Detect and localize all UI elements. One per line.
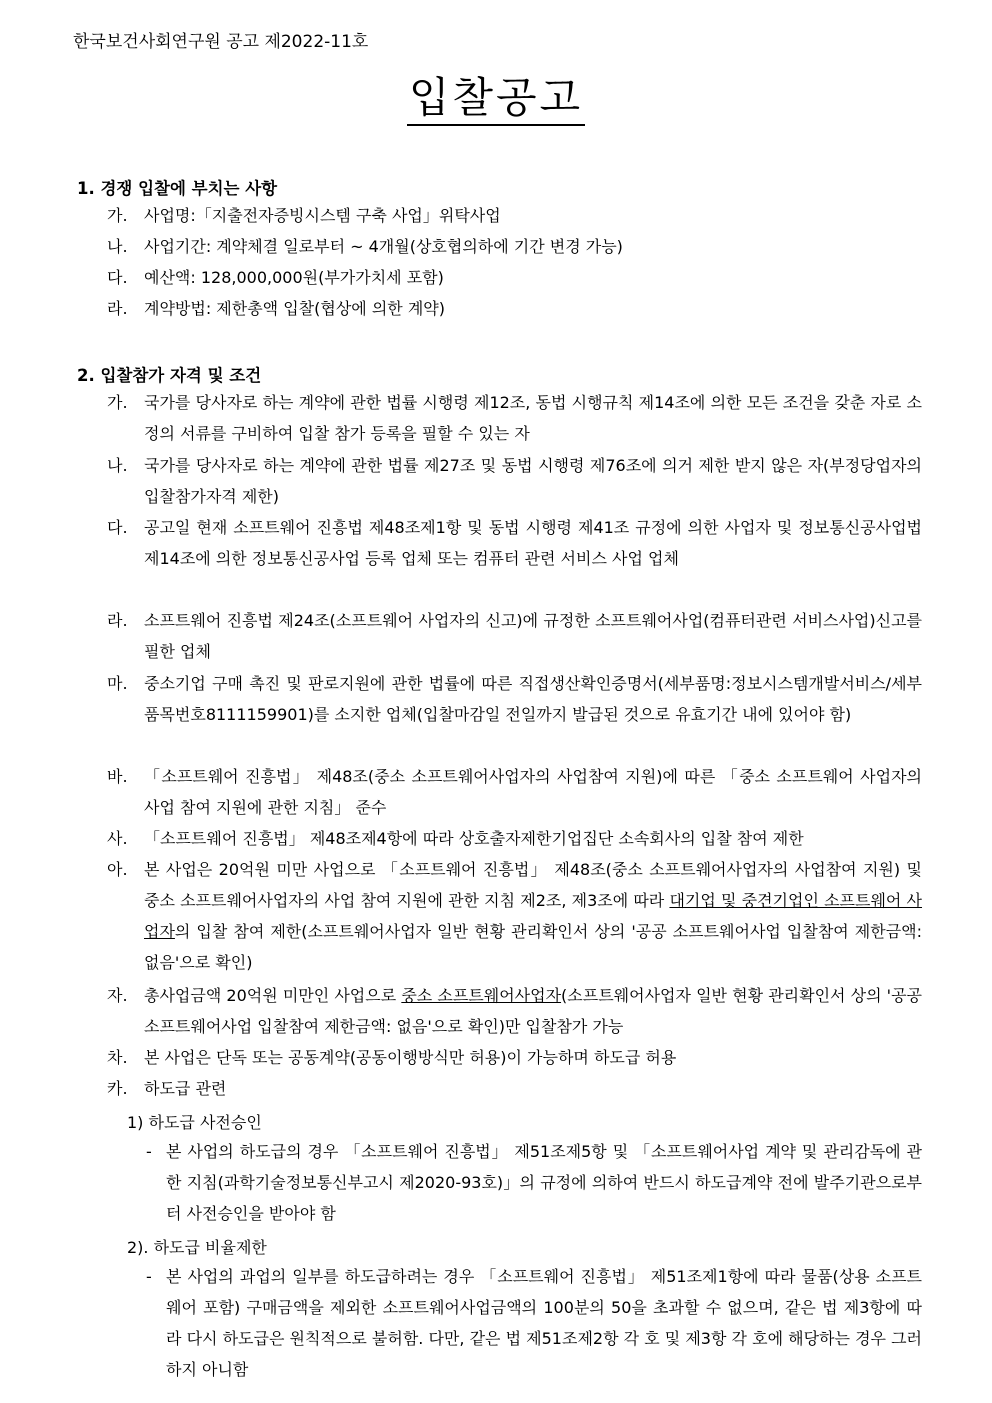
item-text-pre: 본 사업은 20억원 미만 사업으로 「소프트웨어 진흥법」 제48조(중소 소프트웨어사업자의 사업참여 지원) 및 중소 소프트웨어사업자의 사업 참여 지원에 관한 지침 제2조, 제3조에 따라 <box>144 860 922 910</box>
item-text: 계약방법: 제한총액 입찰(협상에 의한 계약) <box>144 299 445 318</box>
item-text: 예산액: 128,000,000원(부가가치세 포함) <box>144 268 444 287</box>
section-2-item <box>107 387 922 449</box>
section-2-item <box>107 761 922 823</box>
item-marker: 나. <box>107 456 128 475</box>
section-2-item <box>107 450 922 512</box>
notice-number: 한국보건사회연구원 공고 제2022-11호 <box>73 32 369 52</box>
item-marker: 다. <box>107 518 128 537</box>
item-marker: 카. <box>107 1079 128 1098</box>
section-1-item <box>107 262 922 293</box>
section-1-item <box>107 231 922 262</box>
item-text-post: 의 입찰 참여 제한(소프트웨어사업자 일반 현황 관리확인서 상의 '공공 소프트웨어사업 입찰참여 제한금액: 없음'으로 확인) <box>144 922 922 972</box>
item-text: 「소프트웨어 진흥법」 제48조(중소 소프트웨어사업자의 사업참여 지원)에 따른 「중소 소프트웨어 사업자의 사업 참여 지원에 관한 지침」 준수 <box>144 767 922 817</box>
section-1-item <box>107 200 922 231</box>
section-2-item <box>107 980 922 1042</box>
underlined-text: 중소 소프트웨어사업자 <box>401 986 562 1005</box>
item-text <box>144 854 922 978</box>
section-2-item <box>107 823 922 854</box>
item-marker: 마. <box>107 674 128 693</box>
item-marker: 아. <box>107 860 128 879</box>
item-text: 본 사업은 단독 또는 공동계약(공동이행방식만 허용)이 가능하며 하도급 허용 <box>144 1048 677 1067</box>
dash-marker: - <box>146 1142 152 1161</box>
subsection-text: 본 사업의 과업의 일부를 하도급하려는 경우 「소프트웨어 진흥법」 제51조제1항에 따라 물품(상용 소프트웨어 포함) 구매금액을 제외한 소프트웨어사업금액의 100분의 50을 초과할 수 없으며, 같은 법 제3항에 따라 다시 하도급은 원칙적으로 불허함. 다만, 같은 법 제51조제2항 각 호 및 제3항 각 호에 해당하는 경우 그러하지 아니함 <box>166 1267 922 1379</box>
underlined-text: 대기업 및 중견기업인 소프트웨어 사업자 <box>144 891 923 941</box>
item-marker: 나. <box>107 237 128 256</box>
item-marker: 바. <box>107 767 128 786</box>
item-text-post: (소프트웨어사업자 일반 현황 관리확인서 상의 '공공 소프트웨어사업 입찰참여 제한금액: 없음'으로 확인)만 입찰참가 가능 <box>144 986 922 1036</box>
item-text: 공고일 현재 소프트웨어 진흥법 제48조제1항 및 동법 시행령 제41조 규정에 의한 사업자 및 정보통신공사업법 제14조에 의한 정보통신공사업 등록 업체 또는 컴퓨터 관련 서비스 사업 업체 <box>144 518 922 568</box>
section-2-heading: 2. 입찰참가 자격 및 조건 <box>77 366 262 385</box>
item-text: 중소기업 구매 촉진 및 판로지원에 관한 법률에 따른 직접생산확인증명서(세부품명:정보시스템개발서비스/세부품목번호8111159901)를 소지한 업체(입찰마감일 전일까지 발급된 것으로 유효기간 내에 있어야 함) <box>144 674 922 724</box>
item-marker: 라. <box>107 299 128 318</box>
item-marker: 자. <box>107 986 128 1005</box>
item-text: 국가를 당사자로 하는 계약에 관한 법률 제27조 및 동법 시행령 제76조에 의거 제한 받지 않은 자(부정당업자의 입찰참가자격 제한) <box>144 456 922 506</box>
section-1-item <box>107 293 922 324</box>
subsection-body <box>146 1261 922 1385</box>
item-text: 「소프트웨어 진흥법」 제48조제4항에 따라 상호출자제한기업집단 소속회사의 입찰 참여 제한 <box>144 829 804 848</box>
item-marker: 차. <box>107 1048 128 1067</box>
item-text <box>144 980 922 1042</box>
section-2-item <box>107 854 922 978</box>
section-2-item <box>107 605 922 667</box>
title-text: 입찰공고 <box>407 72 585 126</box>
item-marker: 가. <box>107 393 128 412</box>
subsection-body <box>146 1136 922 1229</box>
section-1-heading: 1. 경쟁 입찰에 부치는 사항 <box>77 179 278 198</box>
item-text: 국가를 당사자로 하는 계약에 관한 법률 시행령 제12조, 동법 시행규칙 제14조에 의한 모든 조건을 갖춘 자로 소정의 서류를 구비하여 입찰 참가 등록을 필할 수 있는 자 <box>144 393 922 443</box>
dash-marker: - <box>146 1267 152 1286</box>
subsection-heading: 2). 하도급 비율제한 <box>127 1238 267 1257</box>
section-2-item <box>107 668 922 730</box>
item-text: 하도급 관련 <box>144 1079 227 1098</box>
section-2-item <box>107 512 922 574</box>
item-marker: 가. <box>107 206 128 225</box>
item-marker: 라. <box>107 611 128 630</box>
item-marker: 다. <box>107 268 128 287</box>
subsection-heading: 1) 하도급 사전승인 <box>127 1113 262 1132</box>
item-text: 사업기간: 계약체결 일로부터 ~ 4개월(상호협의하에 기간 변경 가능) <box>144 237 623 256</box>
item-marker: 사. <box>107 829 128 848</box>
section-2-item <box>107 1042 922 1073</box>
section-2-item <box>107 1073 922 1104</box>
item-text: 소프트웨어 진흥법 제24조(소프트웨어 사업자의 신고)에 규정한 소프트웨어사업(컴퓨터관련 서비스사업)신고를 필한 업체 <box>144 611 922 661</box>
item-text-pre: 총사업금액 20억원 미만인 사업으로 <box>144 986 402 1005</box>
item-text: 사업명:「지출전자증빙시스템 구축 사업」위탁사업 <box>144 206 501 225</box>
page-title <box>0 72 992 126</box>
subsection-text: 본 사업의 하도급의 경우 「소프트웨어 진흥법」 제51조제5항 및 「소프트웨어사업 계약 및 관리감독에 관한 지침(과학기술정보통신부고시 제2020-93호)」의 규정에 의하여 반드시 하도급계약 전에 발주기관으로부터 사전승인을 받아야 함 <box>166 1142 922 1223</box>
